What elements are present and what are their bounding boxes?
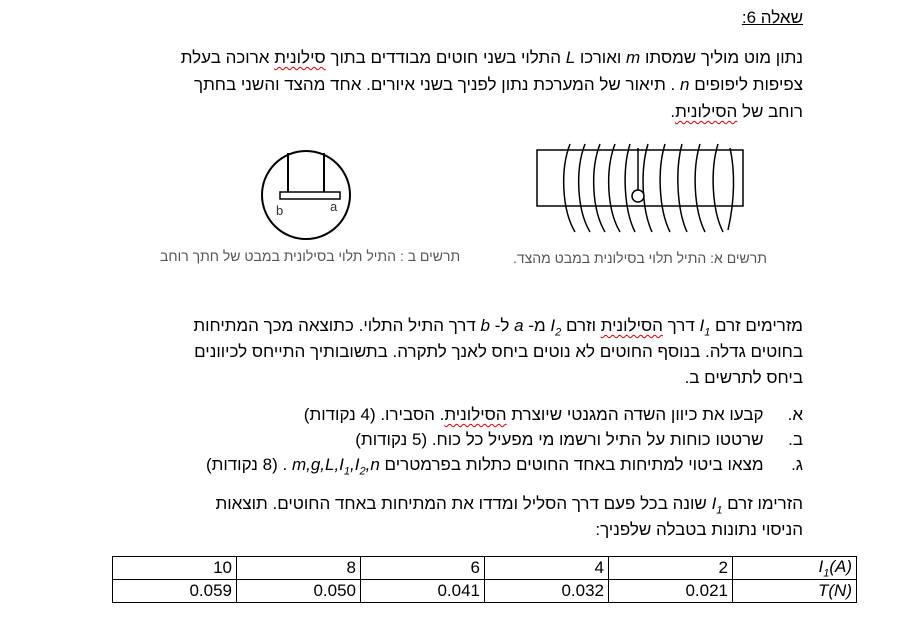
table-cell: 10 [113,557,237,580]
figure-b-cross-section [258,145,358,245]
item-c: ג. מצאו ביטוי למתיחות באחד החוטים כתלות בפרמטרים $m,g,L,I_1,I_2,n$ . (8 נקודות) [205,455,803,478]
item-b: ב. שרטטו כוחות על התיל ורשמו מי מפעיל כל כוח. (5 נקודות) [355,430,803,449]
table-cell: 0.059 [113,580,237,603]
figure-b-caption: תרשים ב : התיל תלוי בסילונית במבט של חתך רוחב [160,248,461,264]
intro-line-3: רוחב של הסילונית. [670,102,803,121]
table-cell: 8 [237,557,361,580]
rod-circle-icon [632,190,644,202]
item-a: א. קבעו את כיוון השדה המגנטי שיוצרת הסילונית. הסבירו. (4 נקודות) [303,405,803,424]
experiment-line-2: הניסוי נתונות בטבלה שלפניך: [595,520,803,539]
table-cell: 6 [361,557,485,580]
table-cell: 0.050 [237,580,361,603]
table-row-current [113,557,857,580]
table-header-tension: T(N) [733,580,857,603]
intro-line-1: נתון מוט מוליך שמסתו m ואורכו L התלוי בשני חוטים מבודדים בתוך סילונית ארוכה בעלת [180,48,803,67]
table-header-current: $I_1(A)$ [733,557,857,580]
table-cell: 0.021 [609,580,733,603]
table-row-tension [113,580,857,603]
label-b: b [276,203,284,218]
table-cell: 2 [609,557,733,580]
table-cell: 0.032 [485,580,609,603]
body-line-1: מזרימים זרם $I_1$ דרך הסילונית וזרם $I_2$ מ- a ל- b דרך התיל התלוי. כתוצאה מכך המתיחות [193,316,803,339]
intro-line-2: צפיפות ליפופים n . תיאור של המערכת נתון לפניך בשני איורים. אחד מהצד והשני בחתך [193,75,803,94]
figure-a-caption: תרשים א: התיל תלוי בסילונית במבט מהצד. [513,250,767,266]
question-title: שאלה 6: [741,8,803,27]
body-line-3: ביחס לתרשים ב. [684,368,803,387]
table-cell: 4 [485,557,609,580]
figure-a-solenoid-side-view [530,140,755,240]
table-cell: 0.041 [361,580,485,603]
label-a: a [330,199,338,214]
results-table [112,556,857,603]
experiment-line-1: הזרימו זרם $I_1$ שונה בכל פעם דרך הסליל ומדדו את המתיחות באחד החוטים. תוצאות [215,494,803,517]
body-line-2: בחוטים גדלה. בנוסף החוטים לא נוטים ביחס לאנך לתקרה. בתשובותיך התייחס לכיוונים [194,342,803,361]
